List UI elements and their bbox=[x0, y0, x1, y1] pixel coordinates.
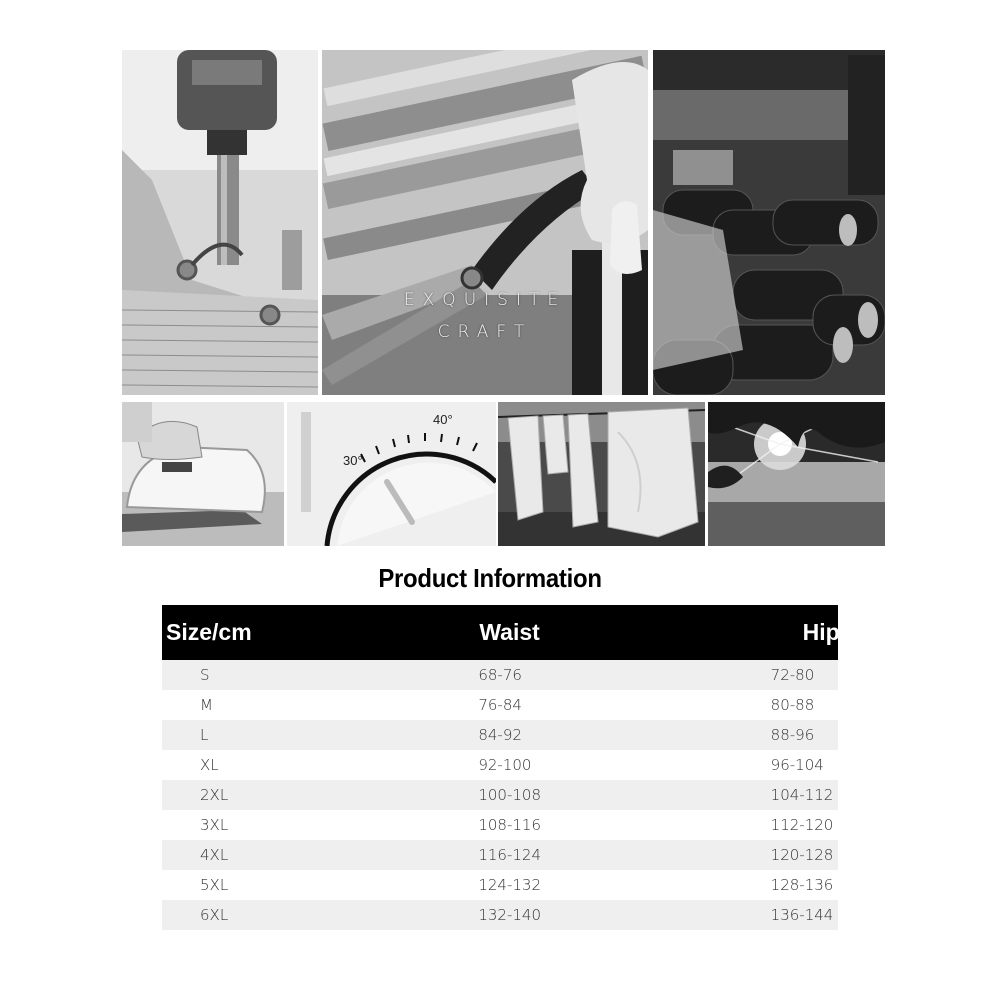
waist-cell: 76-84 bbox=[387, 690, 612, 720]
overlay-line-2: CRAFT bbox=[437, 322, 533, 342]
waist-cell: 84-92 bbox=[387, 720, 612, 750]
clothesline-photo bbox=[498, 402, 705, 546]
hips-cell: 112-120 bbox=[613, 810, 838, 840]
hips-cell: 72-80 bbox=[613, 660, 838, 690]
dial-label-low: 30° bbox=[343, 453, 363, 468]
ironing-photo bbox=[122, 402, 284, 546]
table-row bbox=[162, 750, 838, 780]
temperature-dial-photo bbox=[287, 402, 496, 546]
waist-cell: 124-132 bbox=[387, 870, 612, 900]
table-row bbox=[162, 780, 838, 810]
table-row bbox=[162, 810, 838, 840]
header-hips: Hips bbox=[613, 605, 838, 660]
page-title: Product Information bbox=[378, 563, 602, 593]
table-row bbox=[162, 690, 838, 720]
size-cell: 5XL bbox=[162, 870, 387, 900]
size-cell: S bbox=[162, 660, 387, 690]
hips-cell: 120-128 bbox=[613, 840, 838, 870]
waist-cell: 108-116 bbox=[387, 810, 612, 840]
size-cell: 4XL bbox=[162, 840, 387, 870]
waist-cell: 132-140 bbox=[387, 900, 612, 930]
dial-label-high: 40° bbox=[433, 412, 453, 427]
waist-cell: 68-76 bbox=[387, 660, 612, 690]
size-cell: L bbox=[162, 720, 387, 750]
table-row bbox=[162, 720, 838, 750]
hips-cell: 128-136 bbox=[613, 870, 838, 900]
hips-cell: 88-96 bbox=[613, 720, 838, 750]
size-cell: 2XL bbox=[162, 780, 387, 810]
table-row bbox=[162, 870, 838, 900]
sunlight-tree-photo bbox=[708, 402, 885, 546]
size-cell: 6XL bbox=[162, 900, 387, 930]
hips-cell: 96-104 bbox=[613, 750, 838, 780]
waist-cell: 100-108 bbox=[387, 780, 612, 810]
overlay-line-1: EXQUISITE bbox=[403, 290, 567, 310]
header-size: Size/cm bbox=[162, 605, 387, 660]
thread-spools-photo bbox=[653, 50, 885, 395]
size-cell: XL bbox=[162, 750, 387, 780]
table-row bbox=[162, 660, 838, 690]
waist-cell: 92-100 bbox=[387, 750, 612, 780]
size-cell: 3XL bbox=[162, 810, 387, 840]
hips-cell: 104-112 bbox=[613, 780, 838, 810]
size-chart-table bbox=[162, 605, 853, 930]
table-header-row bbox=[162, 605, 838, 660]
hips-cell: 80-88 bbox=[613, 690, 838, 720]
header-waist: Waist bbox=[387, 605, 612, 660]
scissors-cutting-fabric-photo bbox=[322, 50, 648, 395]
rivet-machine-photo bbox=[122, 50, 318, 395]
hips-cell: 136-144 bbox=[613, 900, 838, 930]
table-row bbox=[162, 900, 838, 930]
size-cell: M bbox=[162, 690, 387, 720]
waist-cell: 116-124 bbox=[387, 840, 612, 870]
table-row bbox=[162, 840, 838, 870]
